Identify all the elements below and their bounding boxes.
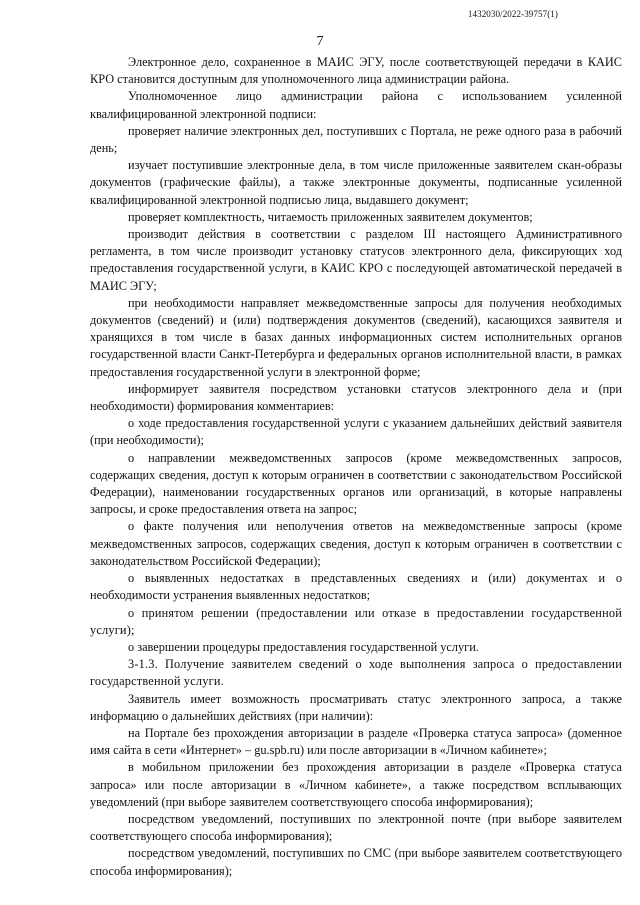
paragraph-18: в мобильном приложении без прохождения авторизации в разделе «Проверка статуса запроса» или после авторизации в «Личном кабинете», а также посредством всплывающих уведомлений (при выборе заявителем соответствующего способа информирования); [90,760,622,809]
paragraph-7: при необходимости направляет межведомственные запросы для получения необходимых документов (сведений) и (или) подтверждения документов (сведений), касающихся заявителя и хранящихся в том числе в базах данных информационных систем исполнительных органов государственной власти Санкт-Петербурга и федеральных органов исполнительной власти, в рамках предоставления государственной услуги в электронной форме; [90,295,622,379]
paragraph-2: Уполномоченное лицо администрации района с использованием усиленной квалифицированной электронной подписи: [90,89,622,121]
paragraph-11: о факте получения или неполучения ответов на межведомственные запросы (кроме межведомственных запросов, содержащих сведения, доступ к которым ограничен в соответствии с законодательством Российской Федерации); [90,519,622,568]
paragraph-6: производит действия в соответствии с разделом III настоящего Административного регламента, в том числе производит установку статусов электронного дела, фиксирующих ход предоставления государственной услуги, в КАИС КРО с последующей автоматической передачей в МАИС ЭГУ; [90,227,622,293]
paragraph-17: на Портале без прохождения авторизации в разделе «Проверка статуса запроса» (доменное имя сайта в сети «Интернет» – gu.spb.ru) или после авторизации в «Личном кабинете»; [90,725,622,758]
paragraph-10: о направлении межведомственных запросов (кроме межведомственных запросов, содержащих сведения, доступ к которым ограничен в соответствии с законодательством Российской Федерации), наименовании государственных органов или организаций, в которые направлены запросы, и сроке предоставления ответа на запрос; [90,450,622,517]
paragraph-20: посредством уведомлений, поступивших по СМС (при выборе заявителем соответствующего способа информирования); [90,846,622,878]
paragraph-16: Заявитель имеет возможность просматривать статус электронного запроса, а также информацию о дальнейших действиях (при наличии): [90,691,622,723]
document-id: 1432030/2022-39757(1) [467,9,558,19]
paragraph-9: о ходе предоставления государственной услуги с указанием дальнейших действий заявителя (при необходимости); [90,416,622,448]
document-body [90,54,622,880]
paragraph-8: информирует заявителя посредством установки статусов электронного дела и (при необходимости) формирования комментариев: [90,381,622,414]
paragraph-4: изучает поступившие электронные дела, в том числе приложенные заявителем скан-образы документов (графические файлы), а также электронные документы, подписанные усиленной квалифицированной электронной подписью лица, выдавшего документ; [90,158,622,207]
paragraph-5: проверяет комплектность, читаемость приложенных заявителем документов; [128,209,533,224]
page-number: 7 [316,34,324,49]
paragraph-12: о выявленных недостатках в представленных сведениях и (или) документах и о необходимости устранения выявленных недостатков; [90,571,622,603]
paragraph-19: посредством уведомлений, поступивших по электронной почте (при выборе заявителем соответствующего способа информирования); [90,811,622,844]
paragraph-1: Электронное дело, сохраненное в МАИС ЭГУ, после соответствующей передачи в КАИС КРО становится доступным для уполномоченного лица администрации района. [90,55,622,87]
paragraph-13: о принятом решении (предоставлении или отказе в предоставлении государственной услуги); [90,605,622,637]
section-heading-3-1-3: 3-1.3. Получение заявителем сведений о ходе выполнения запроса о предоставлении государственной услуги. [90,657,622,689]
paragraph-3: проверяет наличие электронных дел, поступивших с Портала, не реже одного раза в рабочий день; [90,123,622,156]
paragraph-14: о завершении процедуры предоставления государственной услуги. [128,639,479,654]
